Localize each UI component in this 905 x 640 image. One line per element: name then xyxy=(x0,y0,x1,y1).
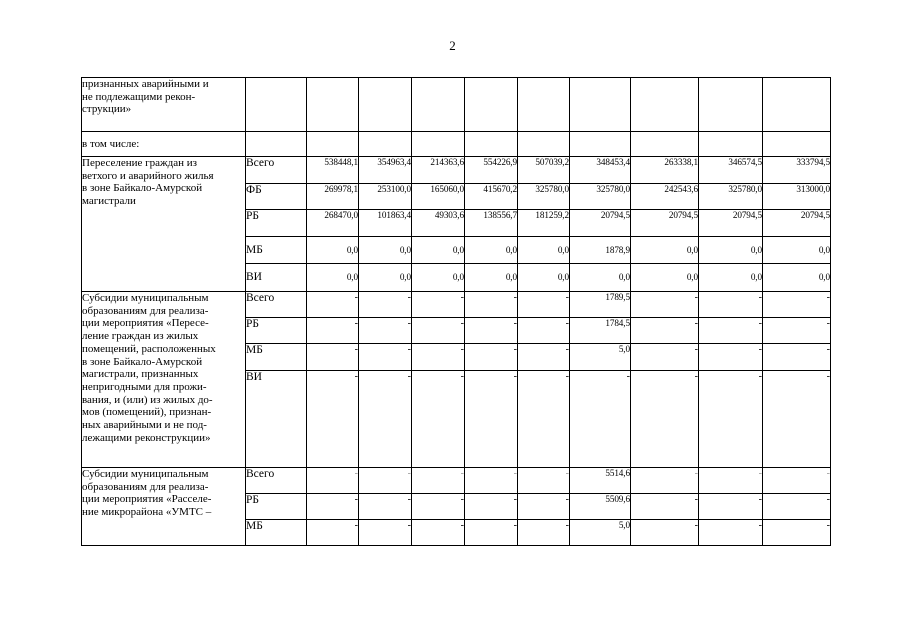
funding-source: Всего xyxy=(246,157,307,184)
empty-cell xyxy=(699,132,763,157)
value-cell: 0,0 xyxy=(763,264,831,292)
value-cell: 0,0 xyxy=(465,237,518,264)
description-line: ции мероприятия «Пересе- xyxy=(82,317,209,330)
value-cell: 0,0 xyxy=(631,264,699,292)
empty-value-cell: - xyxy=(763,318,831,344)
funding-source: Всего xyxy=(246,292,307,318)
empty-value-cell: - xyxy=(518,520,570,546)
value-cell: 0,0 xyxy=(570,264,631,292)
page-number: 2 xyxy=(449,38,456,53)
value-cell: 0,0 xyxy=(359,264,412,292)
empty-value-cell: - xyxy=(359,371,412,468)
value-cell: 0,0 xyxy=(412,237,465,264)
empty-value-cell: - xyxy=(307,371,359,468)
empty-value-cell: - xyxy=(465,344,518,371)
empty-value-cell: - xyxy=(412,494,465,520)
empty-value-cell: - xyxy=(699,520,763,546)
empty-value-cell: - xyxy=(359,344,412,371)
empty-value-cell: - xyxy=(518,344,570,371)
value-cell: 0,0 xyxy=(307,264,359,292)
value-cell: 554226,9 xyxy=(465,157,518,184)
value-cell: 165060,0 xyxy=(412,184,465,210)
value-cell: 325780,0 xyxy=(570,184,631,210)
funding-source: ВИ xyxy=(246,264,307,292)
value-cell: 5,0 xyxy=(570,344,631,371)
value-cell: 214363,6 xyxy=(412,157,465,184)
funding-source: МБ xyxy=(246,520,307,546)
value-cell: 0,0 xyxy=(465,264,518,292)
empty-value-cell: - xyxy=(412,344,465,371)
description-line: мов (помещений), признан- xyxy=(82,406,212,419)
empty-cell xyxy=(307,78,359,132)
empty-value-cell: - xyxy=(518,292,570,318)
empty-value-cell: - xyxy=(518,494,570,520)
value-cell: 181259,2 xyxy=(518,210,570,237)
description-line: Переселение граждан из xyxy=(82,157,198,169)
table-row xyxy=(82,292,831,318)
value-cell: 0,0 xyxy=(359,237,412,264)
empty-value-cell: - xyxy=(465,371,518,468)
description-line: образованиям для реализа- xyxy=(82,480,209,493)
value-cell: 1784,5 xyxy=(570,318,631,344)
value-cell: 0,0 xyxy=(518,264,570,292)
empty-value-cell: - xyxy=(699,344,763,371)
empty-value-cell: - xyxy=(763,344,831,371)
value-cell: 20794,5 xyxy=(699,210,763,237)
description-line: ние микрорайона «УМТС – xyxy=(82,506,212,519)
empty-value-cell: - xyxy=(518,371,570,468)
empty-cell xyxy=(570,132,631,157)
description-line: в зоне Байкало-Амурской xyxy=(82,182,203,195)
empty-value-cell: - xyxy=(631,520,699,546)
funding-source: РБ xyxy=(246,210,307,237)
value-cell: 0,0 xyxy=(518,237,570,264)
table-row xyxy=(82,468,831,494)
empty-value-cell: - xyxy=(465,468,518,494)
value-cell: 325780,0 xyxy=(699,184,763,210)
value-cell: 507039,2 xyxy=(518,157,570,184)
funding-source: МБ xyxy=(246,344,307,371)
empty-value-cell: - xyxy=(699,371,763,468)
table-row xyxy=(82,78,831,132)
funding-source: МБ xyxy=(246,237,307,264)
empty-value-cell: - xyxy=(763,292,831,318)
empty-value-cell: - xyxy=(359,292,412,318)
value-cell: 49303,6 xyxy=(412,210,465,237)
empty-value-cell: - xyxy=(307,318,359,344)
description-line: ных аварийными и не под- xyxy=(82,419,207,432)
empty-cell xyxy=(412,78,465,132)
description-line: Субсидии муниципальным xyxy=(82,292,209,304)
description-line: Субсидии муниципальным xyxy=(82,468,209,480)
empty-value-cell: - xyxy=(465,292,518,318)
empty-value-cell: - xyxy=(359,494,412,520)
empty-value-cell: - xyxy=(359,520,412,546)
row-description xyxy=(82,292,246,468)
description-line: вания, и (или) из жилых до- xyxy=(82,393,213,406)
empty-value-cell: - xyxy=(631,371,699,468)
empty-value-cell: - xyxy=(359,468,412,494)
value-cell: 0,0 xyxy=(307,237,359,264)
empty-value-cell: - xyxy=(307,292,359,318)
table-row xyxy=(82,132,831,157)
empty-value-cell: - xyxy=(763,371,831,468)
description-line: признанных аварийными и xyxy=(82,78,209,90)
value-cell: 20794,5 xyxy=(570,210,631,237)
description-line: ление граждан из жилых xyxy=(82,330,199,343)
empty-value-cell: - xyxy=(465,520,518,546)
value-cell: 268470,0 xyxy=(307,210,359,237)
value-cell: 269978,1 xyxy=(307,184,359,210)
empty-cell xyxy=(570,78,631,132)
value-cell: 5514,6 xyxy=(570,468,631,494)
funding-source: РБ xyxy=(246,494,307,520)
description-line: струкции» xyxy=(82,103,132,116)
empty-value-cell: - xyxy=(465,494,518,520)
row-description xyxy=(82,157,246,292)
empty-cell xyxy=(518,132,570,157)
description-line: магистрали, признанных xyxy=(82,368,199,381)
value-cell: 333794,5 xyxy=(763,157,831,184)
empty-value-cell: - xyxy=(631,344,699,371)
funding-source: РБ xyxy=(246,318,307,344)
value-cell: 0,0 xyxy=(631,237,699,264)
empty-value-cell: - xyxy=(412,468,465,494)
empty-value-cell: - xyxy=(518,468,570,494)
empty-value-cell: - xyxy=(412,520,465,546)
description-line: не подлежащими рекон- xyxy=(82,90,196,103)
empty-cell xyxy=(465,78,518,132)
description-line: в зоне Байкало-Амурской xyxy=(82,355,203,368)
value-cell: 263338,1 xyxy=(631,157,699,184)
funding-source: ВИ xyxy=(246,371,307,468)
empty-cell xyxy=(307,132,359,157)
empty-cell xyxy=(246,78,307,132)
empty-cell xyxy=(359,78,412,132)
funding-source: Всего xyxy=(246,468,307,494)
empty-value-cell: - xyxy=(631,494,699,520)
value-cell: 354963,4 xyxy=(359,157,412,184)
value-cell: 0,0 xyxy=(699,237,763,264)
row-description xyxy=(82,78,246,132)
table-row xyxy=(82,157,831,184)
empty-value-cell: - xyxy=(631,468,699,494)
description-line: непригодными для прожи- xyxy=(82,380,207,393)
value-cell: 20794,5 xyxy=(763,210,831,237)
empty-cell xyxy=(359,132,412,157)
empty-value-cell: - xyxy=(699,318,763,344)
empty-cell xyxy=(763,132,831,157)
empty-value-cell: - xyxy=(763,468,831,494)
empty-value-cell: - xyxy=(307,468,359,494)
description-line: ции мероприятия «Расселе- xyxy=(82,493,212,506)
empty-value-cell: - xyxy=(307,520,359,546)
value-cell: 415670,2 xyxy=(465,184,518,210)
empty-value-cell: - xyxy=(412,292,465,318)
empty-cell xyxy=(412,132,465,157)
empty-value-cell: - xyxy=(465,318,518,344)
empty-value-cell: - xyxy=(518,318,570,344)
empty-value-cell: - xyxy=(699,468,763,494)
empty-cell xyxy=(631,132,699,157)
empty-cell xyxy=(631,78,699,132)
budget-table xyxy=(81,77,831,546)
value-cell: 5,0 xyxy=(570,520,631,546)
value-cell: 101863,4 xyxy=(359,210,412,237)
funding-source: ФБ xyxy=(246,184,307,210)
value-cell: 346574,5 xyxy=(699,157,763,184)
value-cell: 1789,5 xyxy=(570,292,631,318)
empty-cell xyxy=(465,132,518,157)
empty-cell xyxy=(699,78,763,132)
empty-cell xyxy=(518,78,570,132)
description-line: ветхого и аварийного жилья xyxy=(82,169,214,182)
empty-cell xyxy=(246,132,307,157)
empty-value-cell: - xyxy=(631,292,699,318)
subheading: в том числе: xyxy=(82,132,246,157)
description-line: образованиям для реализа- xyxy=(82,304,209,317)
value-cell: 20794,5 xyxy=(631,210,699,237)
empty-value-cell: - xyxy=(307,494,359,520)
value-cell: 5509,6 xyxy=(570,494,631,520)
value-cell: 253100,0 xyxy=(359,184,412,210)
empty-value-cell: - xyxy=(631,318,699,344)
value-cell: 0,0 xyxy=(699,264,763,292)
empty-value-cell: - xyxy=(412,318,465,344)
value-cell: 138556,7 xyxy=(465,210,518,237)
description-line: помещений, расположенных xyxy=(82,342,216,355)
value-cell: 0,0 xyxy=(763,237,831,264)
empty-value-cell: - xyxy=(570,371,631,468)
empty-cell xyxy=(763,78,831,132)
empty-value-cell: - xyxy=(307,344,359,371)
empty-value-cell: - xyxy=(359,318,412,344)
empty-value-cell: - xyxy=(763,494,831,520)
row-description xyxy=(82,468,246,546)
value-cell: 348453,4 xyxy=(570,157,631,184)
empty-value-cell: - xyxy=(699,494,763,520)
value-cell: 325780,0 xyxy=(518,184,570,210)
value-cell: 1878,9 xyxy=(570,237,631,264)
description-line: лежащими реконструкции» xyxy=(82,431,211,444)
description-line: магистрали xyxy=(82,195,136,208)
value-cell: 313000,0 xyxy=(763,184,831,210)
value-cell: 0,0 xyxy=(412,264,465,292)
empty-value-cell: - xyxy=(412,371,465,468)
empty-value-cell: - xyxy=(763,520,831,546)
value-cell: 538448,1 xyxy=(307,157,359,184)
empty-value-cell: - xyxy=(699,292,763,318)
value-cell: 242543,6 xyxy=(631,184,699,210)
